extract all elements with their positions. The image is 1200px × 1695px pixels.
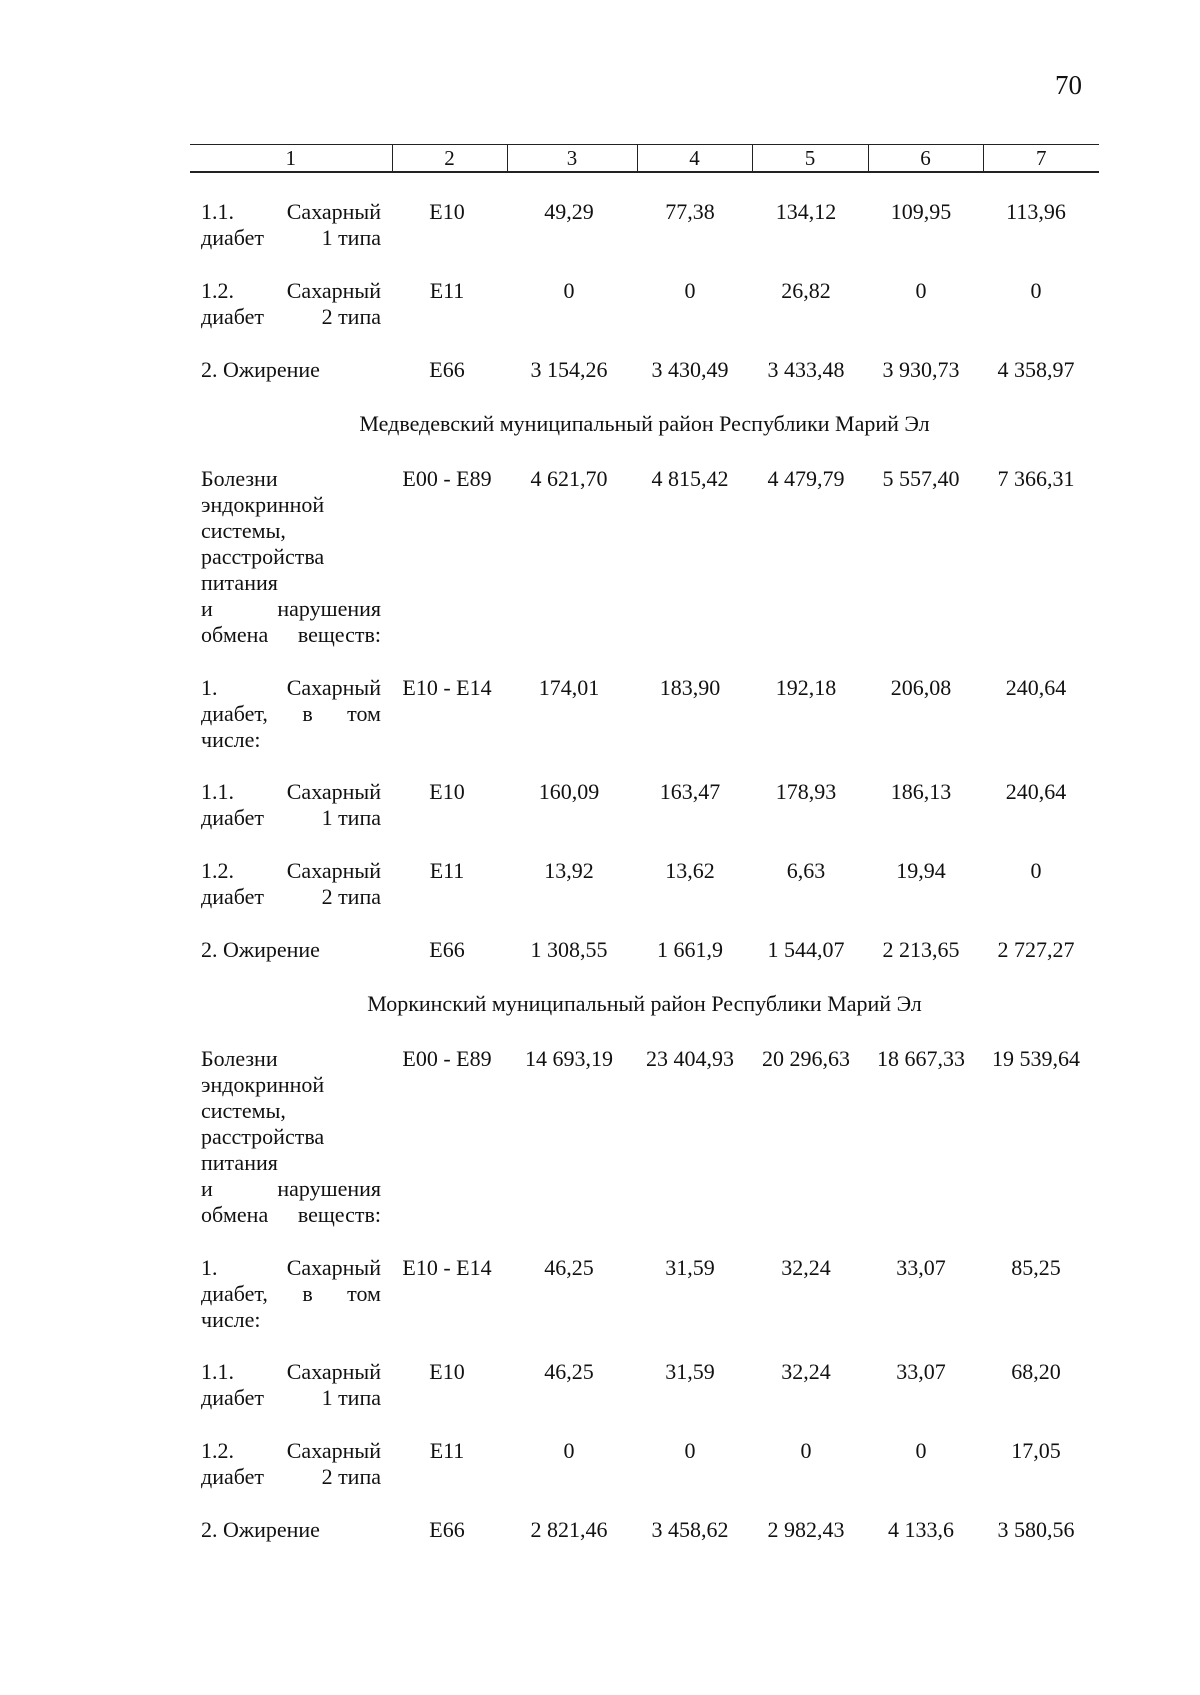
row-name-word: 2. Ожирение xyxy=(201,937,320,962)
row-name-line xyxy=(201,1385,381,1411)
row-name-line xyxy=(201,675,381,701)
icd-code-cell: E10 xyxy=(429,779,465,804)
row-name-word: диабет xyxy=(201,805,265,830)
row-name-word: веществ: xyxy=(297,1202,381,1227)
value-cell: 4 358,97 xyxy=(997,357,1075,382)
value-cell: 32,24 xyxy=(781,1255,831,1280)
row-name-word: расстройства xyxy=(201,544,325,569)
row-name-word: диабет, xyxy=(201,701,268,726)
row-name-word: системы, xyxy=(201,1098,286,1123)
value-cell: 3 433,48 xyxy=(767,357,845,382)
row-name-line xyxy=(201,884,381,910)
value-cell: 206,08 xyxy=(890,675,952,700)
row-name-word: 2. Ожирение xyxy=(201,1517,320,1542)
row-name-word: диабет, xyxy=(201,1281,268,1306)
row-name-line xyxy=(201,937,381,963)
row-name xyxy=(201,1517,381,1543)
value-cell: 32,24 xyxy=(781,1359,831,1384)
value-cell: 1 308,55 xyxy=(530,937,608,962)
row-name-word: в xyxy=(302,1281,313,1306)
icd-code-cell: E00 - E89 xyxy=(402,466,492,491)
value-cell: 0 xyxy=(563,1438,575,1463)
row-name-line xyxy=(201,1150,381,1176)
value-cell: 13,92 xyxy=(544,858,594,883)
row-name-word: Сахарный xyxy=(286,675,381,700)
row-name-word: нарушения xyxy=(277,1176,381,1201)
value-cell: 13,62 xyxy=(665,858,715,883)
row-name-word: 2 типа xyxy=(321,304,381,329)
row-name-word: 1. xyxy=(201,1255,218,1280)
row-name-word: Сахарный xyxy=(286,858,381,883)
row-name-word: 1 типа xyxy=(321,1385,381,1410)
row-name xyxy=(201,779,381,831)
value-cell: 163,47 xyxy=(659,779,721,804)
row-name xyxy=(201,937,381,963)
row-name-line xyxy=(201,304,381,330)
value-cell: 3 458,62 xyxy=(651,1517,729,1542)
row-name xyxy=(201,199,381,251)
value-cell: 3 154,26 xyxy=(530,357,608,382)
value-cell: 33,07 xyxy=(896,1359,946,1384)
value-cell: 0 xyxy=(915,278,927,303)
row-name-line xyxy=(201,596,381,622)
value-cell: 183,90 xyxy=(659,675,721,700)
row-name-word: 1 типа xyxy=(321,225,381,250)
value-cell: 17,05 xyxy=(1011,1438,1061,1463)
value-cell: 18 667,33 xyxy=(877,1046,965,1071)
row-name-word: том xyxy=(347,701,381,726)
row-name-line xyxy=(201,1438,381,1464)
row-name-word: и xyxy=(201,1176,213,1201)
value-cell: 68,20 xyxy=(1011,1359,1061,1384)
row-name-word: 1.2. xyxy=(201,1438,234,1463)
row-name-word: обмена xyxy=(201,622,269,647)
row-name-line xyxy=(201,199,381,225)
value-cell: 192,18 xyxy=(775,675,837,700)
value-cell: 4 815,42 xyxy=(651,466,729,491)
row-name-line xyxy=(201,1359,381,1385)
value-cell: 4 133,6 xyxy=(888,1517,954,1542)
row-name-word: диабет xyxy=(201,1464,265,1489)
value-cell: 33,07 xyxy=(896,1255,946,1280)
row-name-line xyxy=(201,1176,381,1202)
row-name-word: системы, xyxy=(201,518,286,543)
value-cell: 23 404,93 xyxy=(646,1046,734,1071)
icd-code-cell: E10 - E14 xyxy=(402,675,492,700)
row-name-line xyxy=(201,518,381,544)
value-cell: 2 821,46 xyxy=(530,1517,608,1542)
row-name-word: Сахарный xyxy=(286,199,381,224)
row-name-line xyxy=(201,225,381,251)
row-name-word: 2 типа xyxy=(321,884,381,909)
row-name-word: 1.2. xyxy=(201,858,234,883)
row-name xyxy=(201,466,381,648)
row-name xyxy=(201,278,381,330)
value-cell: 1 661,9 xyxy=(657,937,723,962)
value-cell: 0 xyxy=(915,1438,927,1463)
row-name-word: Сахарный xyxy=(286,278,381,303)
row-name xyxy=(201,357,381,383)
row-name-word: питания xyxy=(201,1150,278,1175)
row-name-line xyxy=(201,1464,381,1490)
row-name-word: Сахарный xyxy=(286,1438,381,1463)
row-name-word: расстройства xyxy=(201,1124,325,1149)
row-name-line xyxy=(201,466,381,492)
row-name xyxy=(201,1359,381,1411)
icd-code-cell: E11 xyxy=(429,278,465,303)
row-name-line xyxy=(201,1307,381,1333)
column-number: 3 xyxy=(507,145,637,173)
row-name-word: 1 типа xyxy=(321,805,381,830)
value-cell: 0 xyxy=(1030,278,1042,303)
value-cell: 31,59 xyxy=(665,1255,715,1280)
row-name-word: Сахарный xyxy=(286,1255,381,1280)
row-name-word: 2. Ожирение xyxy=(201,357,320,382)
row-name-word: эндокринной xyxy=(201,492,325,517)
value-cell: 174,01 xyxy=(538,675,600,700)
value-cell: 77,38 xyxy=(665,199,715,224)
row-name-word: 1. xyxy=(201,675,218,700)
value-cell: 6,63 xyxy=(786,858,826,883)
value-cell: 4 621,70 xyxy=(530,466,608,491)
row-name-line xyxy=(201,1517,381,1543)
value-cell: 240,64 xyxy=(1005,779,1067,804)
row-name-word: обмена xyxy=(201,1202,269,1227)
value-cell: 0 xyxy=(563,278,575,303)
value-cell: 14 693,19 xyxy=(525,1046,613,1071)
row-name-line xyxy=(201,727,381,753)
row-name-word: 1.1. xyxy=(201,199,234,224)
row-name-word: том xyxy=(347,1281,381,1306)
row-name-word: Сахарный xyxy=(286,779,381,804)
column-number: 2 xyxy=(392,145,507,173)
value-cell: 240,64 xyxy=(1005,675,1067,700)
value-cell: 160,09 xyxy=(538,779,600,804)
value-cell: 46,25 xyxy=(544,1255,594,1280)
value-cell: 46,25 xyxy=(544,1359,594,1384)
row-name-word: Болезни xyxy=(201,466,278,491)
section-title: Моркинский муниципальный район Республики Марий Эл xyxy=(367,991,922,1016)
icd-code-cell: E10 xyxy=(429,199,465,224)
row-name-word: числе: xyxy=(201,727,261,752)
row-name-line xyxy=(201,858,381,884)
column-number: 7 xyxy=(983,145,1099,173)
icd-code-cell: E11 xyxy=(429,1438,465,1463)
value-cell: 4 479,79 xyxy=(767,466,845,491)
row-name-word: диабет xyxy=(201,225,265,250)
value-cell: 3 580,56 xyxy=(997,1517,1075,1542)
row-name-word: диабет xyxy=(201,884,265,909)
row-name-line xyxy=(201,701,381,727)
value-cell: 178,93 xyxy=(775,779,837,804)
row-name xyxy=(201,1255,381,1333)
row-name-line xyxy=(201,1072,381,1098)
value-cell: 5 557,40 xyxy=(882,466,960,491)
icd-code-cell: E66 xyxy=(429,937,465,962)
value-cell: 3 930,73 xyxy=(882,357,960,382)
row-name-line xyxy=(201,570,381,596)
row-name-word: числе: xyxy=(201,1307,261,1332)
icd-code-cell: E11 xyxy=(429,858,465,883)
row-name-word: нарушения xyxy=(277,596,381,621)
value-cell: 7 366,31 xyxy=(997,466,1075,491)
row-name-word: и xyxy=(201,596,213,621)
row-name-word: Болезни xyxy=(201,1046,278,1071)
row-name-word: 1.2. xyxy=(201,278,234,303)
row-name-line xyxy=(201,622,381,648)
row-name xyxy=(201,1046,381,1228)
column-number: 5 xyxy=(752,145,868,173)
value-cell: 2 727,27 xyxy=(997,937,1075,962)
row-name-word: питания xyxy=(201,570,278,595)
value-cell: 186,13 xyxy=(890,779,952,804)
icd-code-cell: E66 xyxy=(429,1517,465,1542)
value-cell: 1 544,07 xyxy=(767,937,845,962)
page-number: 70 xyxy=(1055,70,1082,100)
value-cell: 0 xyxy=(800,1438,812,1463)
row-name-line xyxy=(201,1255,381,1281)
value-cell: 0 xyxy=(684,1438,696,1463)
column-number: 1 xyxy=(190,145,392,173)
row-name-line xyxy=(201,492,381,518)
icd-code-cell: E10 - E14 xyxy=(402,1255,492,1280)
icd-code-cell: E00 - E89 xyxy=(402,1046,492,1071)
row-name-line xyxy=(201,779,381,805)
value-cell: 31,59 xyxy=(665,1359,715,1384)
row-name-line xyxy=(201,1046,381,1072)
row-name xyxy=(201,675,381,753)
section-title: Медведевский муниципальный район Республики Марий Эл xyxy=(359,411,930,436)
column-number: 6 xyxy=(868,145,983,173)
row-name-line xyxy=(201,1281,381,1307)
row-name-word: в xyxy=(302,701,313,726)
value-cell: 113,96 xyxy=(1006,199,1066,224)
icd-code-cell: E66 xyxy=(429,357,465,382)
row-name-word: 1.1. xyxy=(201,779,234,804)
row-name-word: 2 типа xyxy=(321,1464,381,1489)
value-cell: 0 xyxy=(684,278,696,303)
row-name-line xyxy=(201,544,381,570)
value-cell: 19 539,64 xyxy=(992,1046,1080,1071)
row-name-word: диабет xyxy=(201,1385,265,1410)
value-cell: 26,82 xyxy=(781,278,831,303)
row-name-line xyxy=(201,1098,381,1124)
value-cell: 109,95 xyxy=(890,199,952,224)
row-name-line xyxy=(201,805,381,831)
row-name-word: 1.1. xyxy=(201,1359,234,1384)
row-name xyxy=(201,858,381,910)
value-cell: 20 296,63 xyxy=(762,1046,850,1071)
value-cell: 3 430,49 xyxy=(651,357,729,382)
value-cell: 2 213,65 xyxy=(882,937,960,962)
row-name-word: веществ: xyxy=(297,622,381,647)
value-cell: 0 xyxy=(1030,858,1042,883)
row-name-word: Сахарный xyxy=(286,1359,381,1384)
row-name-word: диабет xyxy=(201,304,265,329)
row-name-line xyxy=(201,357,381,383)
value-cell: 19,94 xyxy=(896,858,946,883)
row-name-line xyxy=(201,278,381,304)
row-name-line xyxy=(201,1124,381,1150)
row-name-word: эндокринной xyxy=(201,1072,325,1097)
value-cell: 85,25 xyxy=(1011,1255,1061,1280)
row-name-line xyxy=(201,1202,381,1228)
value-cell: 2 982,43 xyxy=(767,1517,845,1542)
column-number: 4 xyxy=(637,145,752,173)
value-cell: 134,12 xyxy=(775,199,837,224)
value-cell: 49,29 xyxy=(544,199,594,224)
row-name xyxy=(201,1438,381,1490)
icd-code-cell: E10 xyxy=(429,1359,465,1384)
